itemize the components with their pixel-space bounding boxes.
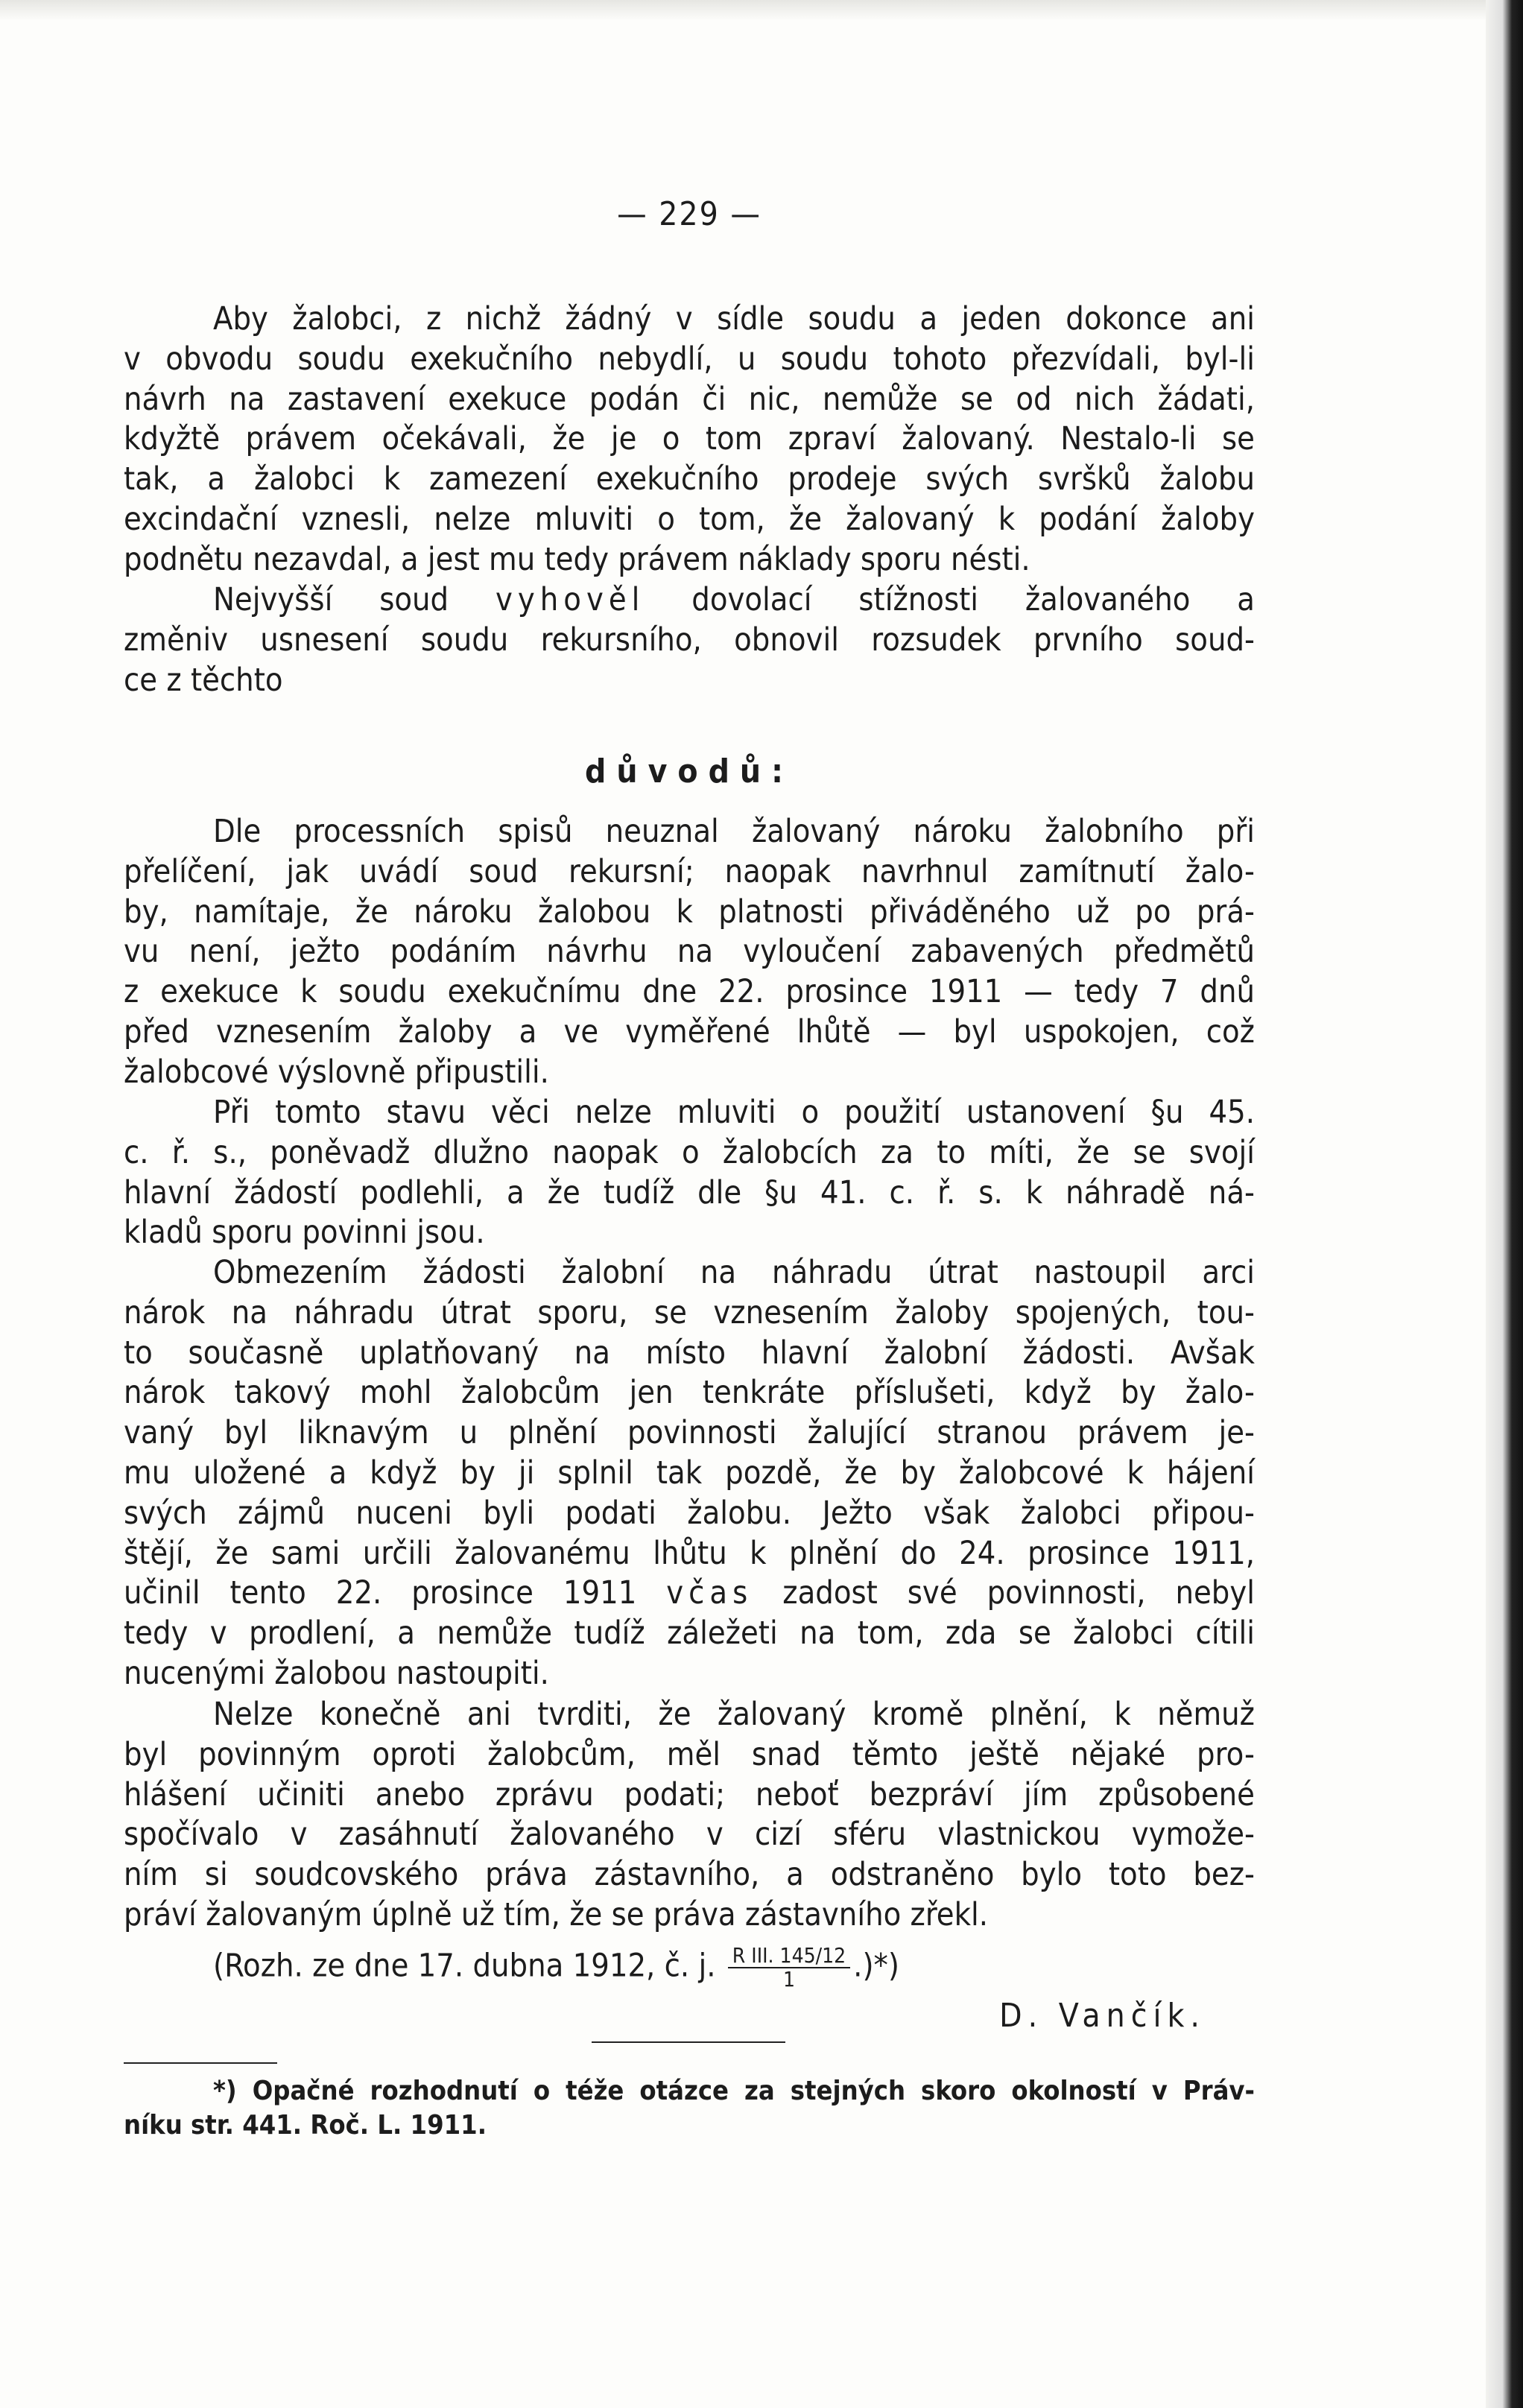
paragraph-3-line-6: před vznesením žaloby a ve vyměřené lhůtě — byl uspokojen, což [124,1013,1255,1051]
paragraph-6-line-5: ním si soudcovského práva zástavního, a odstraněno bylo toto bez- [124,1856,1255,1894]
paragraph-1-line-4: kdyžtě právem očekávali, že je o tom zpraví žalovaný. Nestalo-li se [124,420,1255,458]
paragraph-1-line-5: tak, a žalobci k zamezení exekučního prodeje svých svršků žalobu [124,460,1255,498]
paragraph-3-line-7: žalobcové výslovně připustili. [124,1053,549,1091]
scan-right-edge [1486,0,1523,2408]
paragraph-3-line-4: vu není, ježto podáním návrhu na vyloučení zabavených předmětů [124,933,1255,971]
paragraph-1-line-7: podnětu nezavdal, a jest mu tedy právem náklady sporu nésti. [124,540,1030,578]
section-divider [592,2041,785,2043]
decision-citation [213,1945,899,1991]
paragraph-5-line-8: štějí, že sami určili žalovanému lhůtu k plnění do 24. prosince 1911, [124,1534,1255,1572]
paragraph-1-line-3: návrh na zastavení exekuce podán či nic, nemůže se od nich žádati, [124,380,1255,418]
paragraph-6-line-4: spočívalo v zasáhnutí žalovaného v cizí sféru vlastnickou vymože- [124,1816,1255,1854]
author-signature: D. Vančík. [999,1997,1206,2035]
paragraph-6-line-3: hlášení učiniti anebo zprávu podati; neboť bezpráví jím způsobené [124,1775,1255,1813]
footnote-line-1: *) Opačné rozhodnutí o téže otázce za stejných skoro okolností v Práv- [213,2076,1255,2106]
citation-end: .)*) [853,1947,899,1985]
paragraph-5-line-4: nárok takový mohl žalobcům jen tenkráte příslušeti, když by žalo- [124,1374,1255,1412]
paragraph-5-line-5: vaný byl liknavým u plnění povinnosti žalující stranou právem je- [124,1414,1255,1452]
paragraph-5-line-11: nucenými žalobou nastoupiti. [124,1654,549,1692]
paragraph-5-line-10: tedy v prodlení, a nemůže tudíž záležeti na tom, zda se žalobci cítili [124,1615,1255,1653]
paragraph-3-line-1: Dle processních spisů neuznal žalovaný nároku žalobního při [213,813,1255,850]
paragraph-4-line-2: c. ř. s., poněvadž dlužno naopak o žalobcích za to míti, že se svojí [124,1133,1255,1171]
paragraph-5-line-1: Obmezením žádosti žalobní na náhradu útrat nastoupil arci [213,1254,1255,1291]
paragraph-6-line-1: Nelze konečně ani tvrditi, že žalovaný kromě plnění, k němuž [213,1696,1255,1733]
paragraph-2-line-3: ce z těchto [124,661,283,699]
paragraph-2-line-1 [124,580,1255,621]
case-number-fraction [728,1945,850,1991]
footnote-rule [124,2062,277,2064]
paragraph-1-line-1: Aby žalobci, z nichž žádný v sídle soudu a jeden dokonce ani [213,300,1255,338]
paragraph-3 [124,812,1255,1093]
paragraph-5-tail [124,1614,1255,1694]
paragraph-2-line-2: změniv usnesení soudu rekursního, obnovil rozsudek prvního soud- [124,621,1255,659]
paragraph-3-line-5: z exekuce k soudu exekučnímu dne 22. prosince 1911 — tedy 7 dnů [124,973,1255,1011]
paragraph-6 [124,1695,1255,1936]
paragraph-1-line-6: excindační vznesli, nelze mluviti o tom, že žalovaný k podání žaloby [124,500,1255,538]
section-heading: důvodů: [585,752,794,790]
citation-text: (Rozh. ze dne 17. dubna 1912, č. j. [213,1947,716,1985]
paragraph-1-line-2: v obvodu soudu exekučního nebydlí, u soudu tohoto přezvídali, byl-li [124,340,1255,378]
paragraph-6-line-2: byl povinným oproti žalobcům, měl snad těmto ještě nějaké pro- [124,1735,1255,1773]
text-span: zadost své povinnosti, nebyl [782,1574,1255,1612]
footnote [124,2074,1255,2143]
fraction-numerator: R III. 145/12 [728,1945,850,1968]
paragraph-5-line-9 [124,1574,1255,1614]
paragraph-5-line-3: to současně uplatňovaný na místo hlavní žalobní žádosti. Avšak [124,1334,1255,1372]
footnote-line-2: níku str. 441. Roč. L. 1911. [124,2110,487,2141]
text-span: dovolací stížnosti žalovaného a [691,581,1255,618]
scan-top-edge [0,0,1523,21]
paragraph-4-line-1: Při tomto stavu věci nelze mluviti o použití ustanovení §u 45. [213,1094,1255,1131]
page-number: — 229 — [617,195,762,233]
paragraph-1 [124,300,1255,580]
text-span: Nejvyšší soud [213,581,449,618]
paragraph-2 [124,580,1255,700]
fraction-denominator: 1 [782,1967,795,1992]
paragraph-5-line-2: nárok na náhradu útrat sporu, se vznesením žaloby spojených, tou- [124,1293,1255,1331]
paragraph-4-line-3: hlavní žádostí podlehli, a že tudíž dle §u 41. c. ř. s. k náhradě ná- [124,1173,1255,1211]
paragraph-5-line-6: mu uložené a když by ji splnil tak pozdě, že by žalobcové k hájení [124,1454,1255,1492]
spaced-emphasis: vyhověl [495,581,645,618]
paragraph-4-line-4: kladů sporu povinni jsou. [124,1214,485,1252]
paragraph-3-line-2: přelíčení, jak uvádí soud rekursní; naopak navrhnul zamítnutí žalo- [124,852,1255,890]
paragraph-4 [124,1093,1255,1253]
paragraph-3-line-3: by, namítaje, že nároku žalobou k platnosti přiváděného už po prá- [124,893,1255,931]
paragraph-5-line-7: svých zájmů nuceni byli podati žalobu. Ježto však žalobci připou- [124,1494,1255,1532]
paragraph-5 [124,1253,1255,1694]
text-span: učinil tento 22. prosince 1911 [124,1574,637,1612]
spaced-emphasis: včas [666,1574,753,1612]
paragraph-5-head [124,1253,1255,1574]
paragraph-6-line-6: práví žalovaným úplně už tím, že se práva zástavního zřekl. [124,1895,989,1933]
